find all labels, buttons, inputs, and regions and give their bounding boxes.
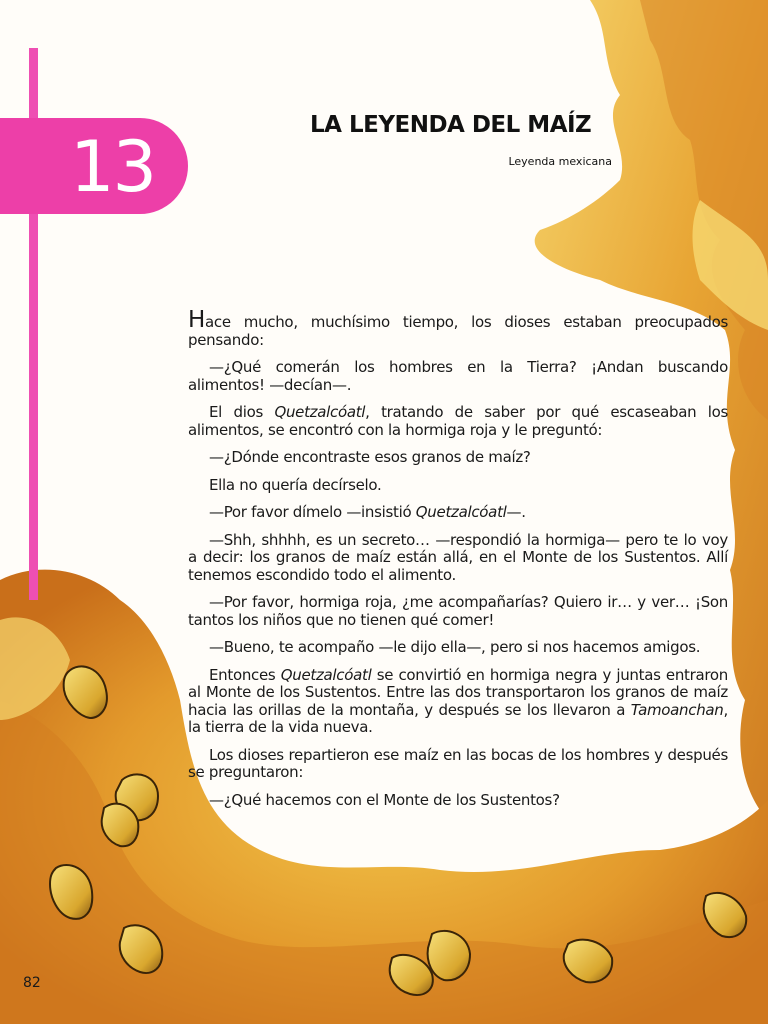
paragraph-text: El dios xyxy=(209,403,275,421)
story-body xyxy=(188,307,728,819)
paragraph-text: —Por favor dímelo —insistió xyxy=(209,503,416,521)
paragraph: —¿Qué comerán los hombres en la Tierra? ¡Andan buscando alimentos! —decían—. xyxy=(188,358,728,394)
paragraph: —¿Dónde encontraste esos granos de maíz? xyxy=(209,448,531,466)
paragraph xyxy=(188,667,728,737)
paragraph-text: —. xyxy=(506,503,526,521)
paragraph: —Bueno, te acompaño —le dijo ella—, pero si nos hacemos amigos. xyxy=(209,638,701,656)
paragraph: —Por favor, hormiga roja, ¿me acompañarías? Quiero ir… y ver… ¡Son tantos los niños que no tienen qué comer! xyxy=(188,593,728,629)
paragraph-text: se convirtió en hormiga negra y juntas entraron al Monte de los Sustentos. Entre las dos transportaron los granos de maíz hacia las orillas de la montaña, y después se los llevaron a xyxy=(188,665,728,719)
paragraph-text: , la tierra de la vida nueva. xyxy=(188,700,728,736)
story-subtitle: Leyenda mexicana xyxy=(508,155,612,168)
paragraph: —¿Qué hacemos con el Monte de los Sustentos? xyxy=(209,790,560,809)
paragraph-text: ace mucho, muchísimo tiempo, los dioses estaban preocupados pensando: xyxy=(188,313,728,349)
chapter-number: 13 xyxy=(70,126,156,208)
story-title: LA LEYENDA DEL MAÍZ xyxy=(310,112,592,138)
paragraph: Ella no quería decírselo. xyxy=(209,475,382,494)
paragraph: Los dioses repartieron ese maíz en las bocas de los hombres y después se preguntaron: xyxy=(188,745,728,781)
paragraph xyxy=(188,404,728,439)
corn-kernel xyxy=(428,931,470,980)
italic-name: Quetzalcóatl xyxy=(415,503,507,521)
initial-letter: H xyxy=(188,307,205,333)
italic-name: Quetzalcóatl xyxy=(280,665,372,684)
paragraph xyxy=(188,504,728,522)
italic-name: Quetzalcóatl xyxy=(274,403,366,421)
paragraph: —Shh, shhhh, es un secreto… —respondió la hormiga— pero te lo voy a decir: los granos de maíz están allá, en el Monte de los Sustentos. Allí tenemos escondido todo el alimento. xyxy=(188,530,728,584)
paragraph xyxy=(188,307,728,349)
italic-name: Tamoanchan xyxy=(630,700,724,719)
page-number: 82 xyxy=(23,975,41,991)
paragraph-text: , tratando de saber por qué escaseaban los alimentos, se encontró con la hormiga roja y le preguntó: xyxy=(188,403,728,439)
paragraph-text: Entonces xyxy=(209,665,281,684)
